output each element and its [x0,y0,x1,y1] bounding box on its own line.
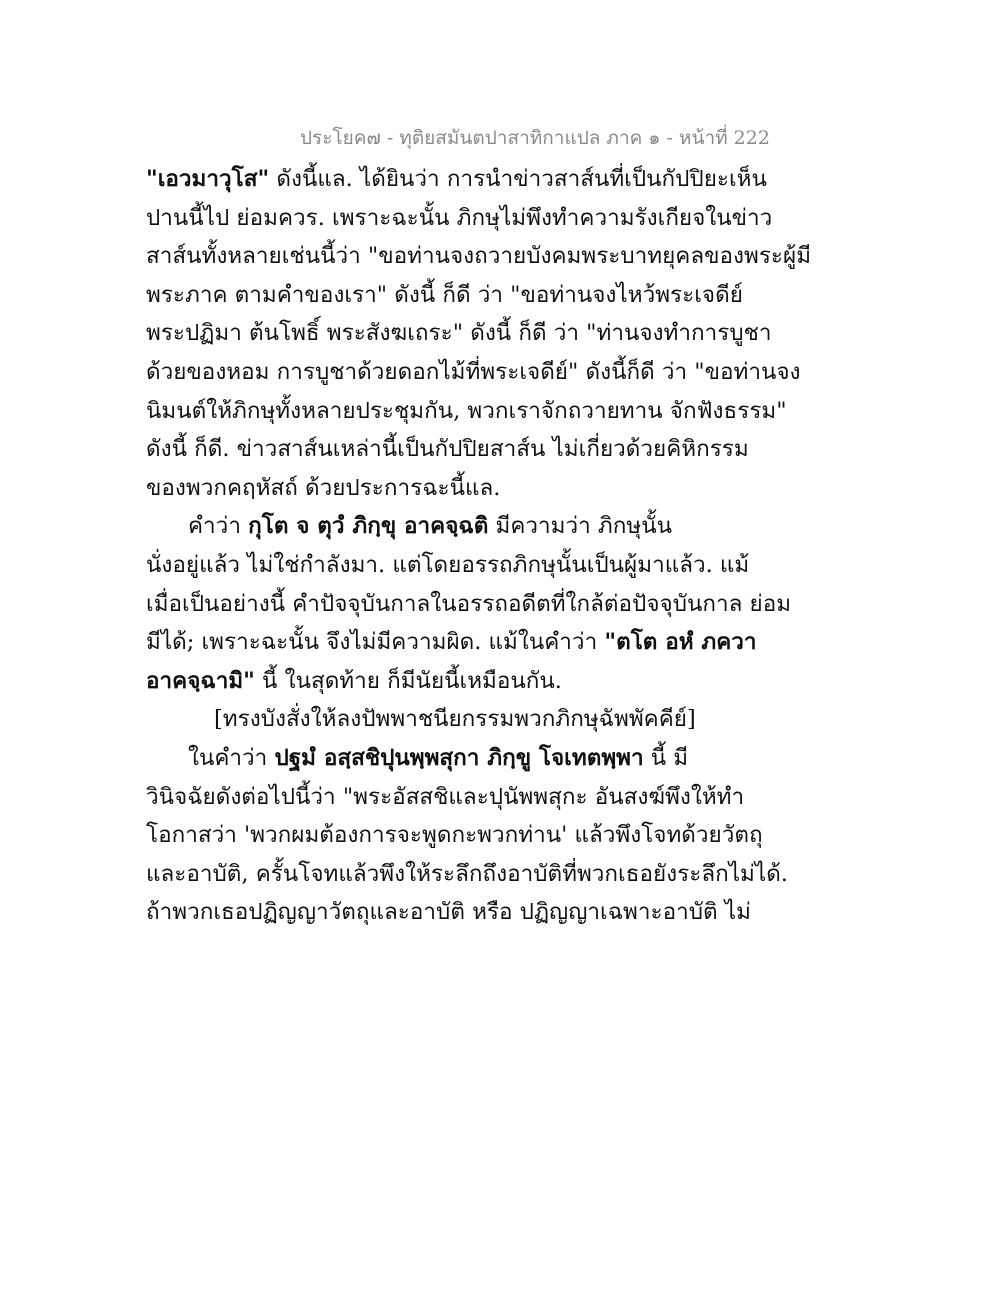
line-text: คำว่า [188,513,249,540]
line-text: มีความว่า ภิกษุนั้น [488,513,672,540]
body-text [146,160,812,932]
bold-phrase: "เอวมาวุโส" [146,166,270,192]
text-line [146,662,706,701]
text-line [146,623,757,662]
text-line [146,237,812,276]
bold-phrase: กุโต จ ตุวํ ภิกฺขุ อาคจฺฉติ [248,513,489,540]
line-text: ในคำว่า [188,744,275,771]
text-line [146,160,767,199]
line-text: นี้ มี [643,744,689,771]
bold-phrase: "ตโต อหํ ภควา [604,629,757,656]
text-line [146,739,706,778]
text-line [146,778,745,817]
line-text: นิมนต์ให้ภิกษุทั้งหลายประชุมกัน, พวกเราจักถวายทาน จักฟังธรรม" [146,397,787,424]
text-line [146,855,788,894]
line-text: นั่งอยู่แล้ว ไม่ใช่กำลังมา. แต่โดยอรรถภิกษุนั้นเป็นผู้มาแล้ว. แม้ [146,551,750,578]
line-text: นี้ ในสุดท้าย ก็มีนัยนี้เหมือนกัน. [254,667,562,694]
line-text: มีได้; เพราะฉะนั้น จึงไม่มีความผิด. แม้ในคำว่า [146,629,605,656]
text-line [146,314,772,353]
text-line [146,893,751,932]
text-line [146,392,787,431]
text-line [146,276,743,315]
line-text: ด้วยของหอม การบูชาด้วยดอกไม้ที่พระเจดีย์" ดังนี้ก็ดี ว่า "ขอท่านจง [146,358,801,385]
text-line [146,430,749,469]
text-line [146,585,792,624]
text-line [146,353,801,392]
bold-phrase: ปฐมํ อสฺสชิปุนพฺพสุกา ภิกฺขู โจเทตพฺพา [274,744,644,771]
bold-phrase: อาคจฺฉามิ" [146,667,255,694]
text-line [146,546,750,585]
line-text: ปานนี้ไป ย่อมควร. เพราะฉะนั้น ภิกษุไม่พึงทำความรังเกียจในข่าว [146,204,773,231]
line-text: ดังนี้แล. ได้ยินว่า การนำข่าวสาส์นที่เป็นกัปปิยะเห็น [269,166,767,192]
line-text: ดังนี้ ก็ดี. ข่าวสาส์นเหล่านี้เป็นกัปปิยสาส์น ไม่เกี่ยวด้วยคิหิกรรม [146,436,749,463]
section-heading [146,700,706,739]
line-text: เมื่อเป็นอย่างนี้ คำปัจจุบันกาลในอรรถอดีตที่ใกล้ต่อปัจจุบันกาล ย่อม [146,590,792,617]
line-text: สาส์นทั้งหลายเช่นนี้ว่า "ขอท่านจงถวายบังคมพระบาทยุคลของพระผู้มี [146,243,812,270]
text-line [146,199,773,238]
text-line [146,469,706,508]
line-text: และอาบัติ, ครั้นโจทแล้วพึงให้ระลึกถึงอาบัติที่พวกเธอยังระลึกไม่ได้. [146,860,788,887]
page-header: ประโยค๗ - ทุติยสมันตปาสาทิกาแปล ภาค ๑ - หน้าที่ 222 [300,127,770,149]
line-text: วินิจฉัยดังต่อไปนี้ว่า "พระอัสสชิและปุนัพพสุกะ อันสงฆ์พึงให้ทำ [146,783,745,810]
line-text: พระภาค ตามคำของเรา" ดังนี้ ก็ดี ว่า "ขอท่านจงไหว้พระเจดีย์ [146,281,743,308]
line-text: โอกาสว่า 'พวกผมต้องการจะพูดกะพวกท่าน' แล้วพึงโจทด้วยวัตถุ [146,822,763,849]
text-line [146,507,706,546]
text-line [146,816,763,855]
line-text: ของพวกคฤหัสถ์ ด้วยประการฉะนี้แล. [146,474,501,501]
line-text: ถ้าพวกเธอปฏิญญาวัตถุและอาบัติ หรือ ปฏิญญาเฉพาะอาบัติ ไม่ [146,899,751,926]
line-text: พระปฏิมา ต้นโพธิ์ พระสังฆเถระ" ดังนี้ ก็ดี ว่า "ท่านจงทำการบูชา [146,320,772,347]
line-text: [ทรงบังสั่งให้ลงปัพพาชนียกรรมพวกภิกษุฉัพพัคคีย์] [214,706,696,733]
